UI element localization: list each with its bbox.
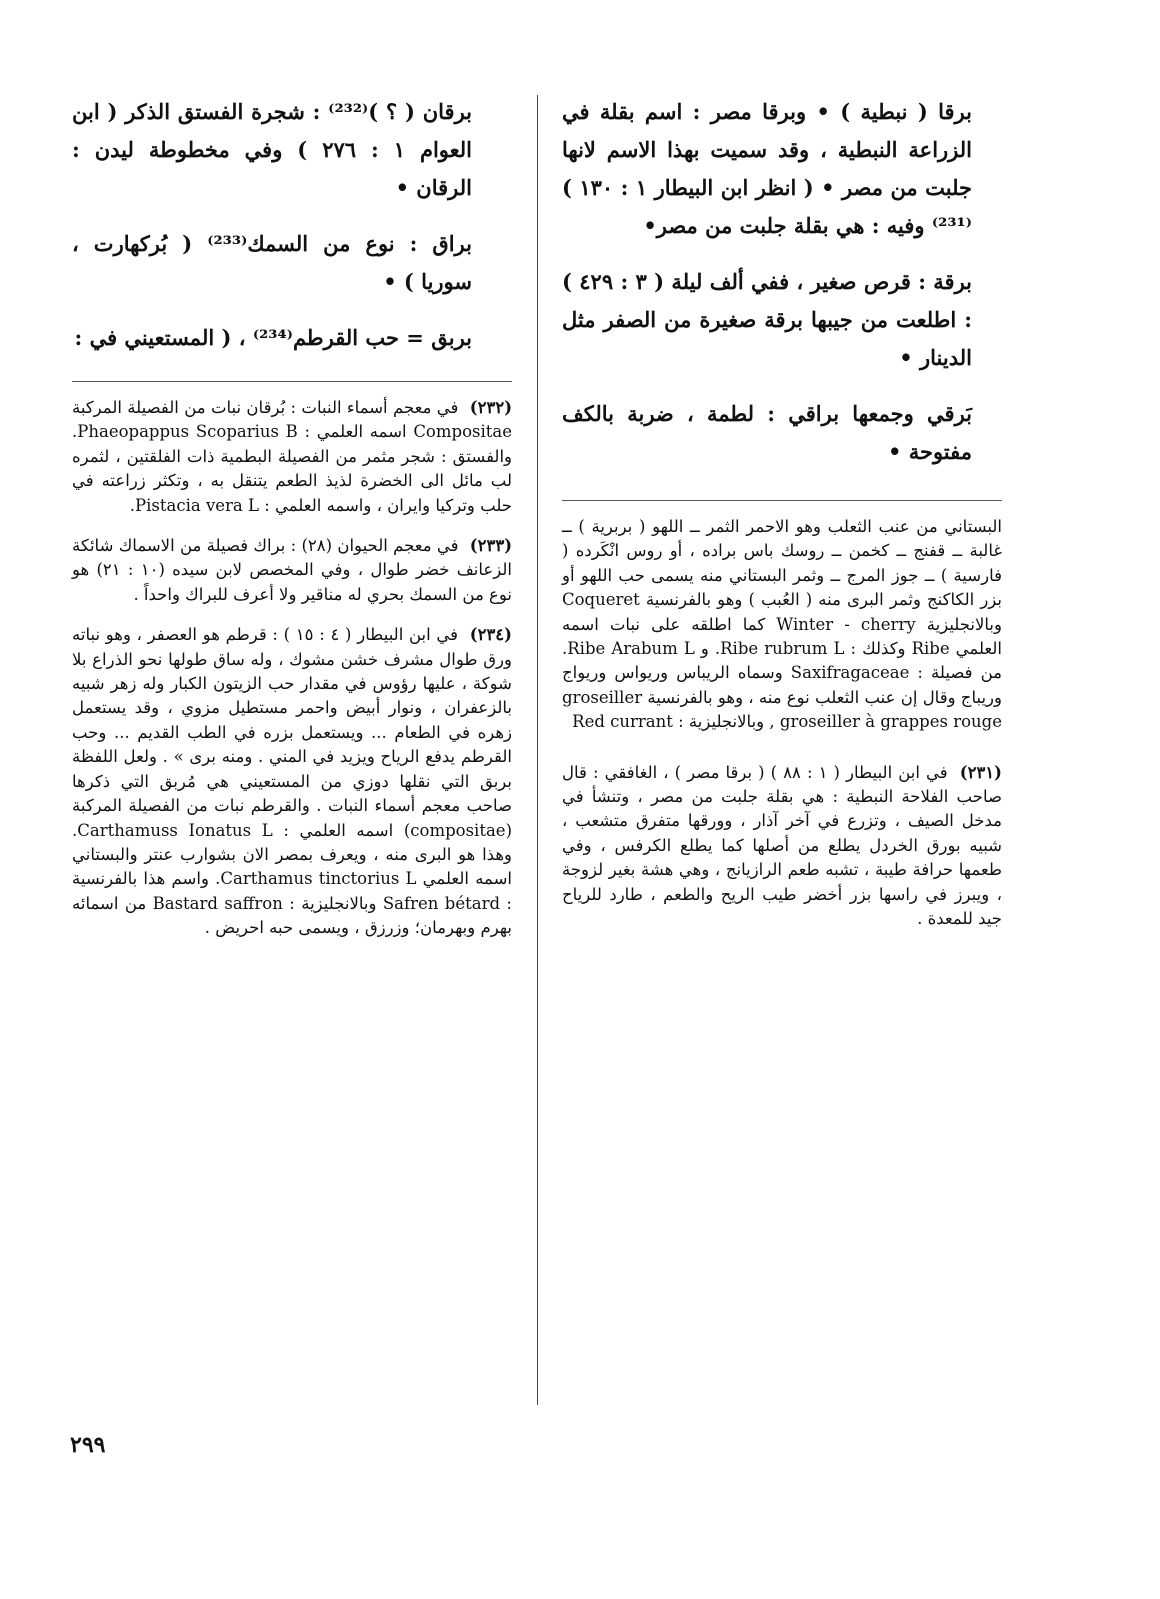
entry-barbaq: بربق = حب القرطم⁽²³⁴⁾ ، ( المستعيني في :	[74, 325, 472, 350]
footnote-continuation: البستاني من عنب الثعلب وهو الاحمر الثمر ــ اللهو ( بربرية ) ــ غالبة ــ قفنج ــ كخمن ــ روسك باس براده ، أو روس انْكَرده ( فارسية ) ــ جوز المرج ــ وثمر البستاني منه يسمى حب اللهو أو بزر الكاكنج وثمر البرى منه ( العُبب ) وهو بالفرنسية Coqueret وبالانجليزية Winter - cherry كما اطلقه على نبات اسمه العلمي Ribe وكذلك : Ribe rubrum L. و Ribe Arabum L. من فصيلة : Saxifragaceae وسماه الريباس وريواس وريواج وريباج وقال إن عنب الثعلب نوع منه ، وهو بالفرنسية groseiller , groseiller à grappes rouge وبالانجليزية : Red currant	[562, 517, 1002, 732]
footnote-233	[72, 534, 512, 607]
footnote-number: (٢٣٣)	[469, 536, 512, 556]
entry-burqan: برقان ( ؟ )⁽²³²⁾ : شجرة الفستق الذكر ( ابن العوام ١ : ٢٧٦ ) وفي مخطوطة ليدن : الرقان •	[72, 99, 472, 200]
entry-barqi: بَرقي وجمعها براقي : لطمة ، ضربة بالكف مفتوحة •	[562, 401, 972, 464]
right-footnote-separator	[562, 500, 1002, 501]
footnote-234	[72, 623, 512, 940]
page-number: ٢٩٩	[70, 1432, 106, 1458]
footnote-text: في ابن البيطار ( ١ : ٨٨ ) ( برقا مصر ) ، الغافقي : قال صاحب الفلاحة النبطية : هي بقلة جلبت من مصر ، وتنشأ في مدخل الصيف ، وتزرع في آخر آذار ، وورقها متفرق متشعب ، شبيه بورق الخردل يطلع من أصلها كما يطلع الكرفس ، وفي طعمها حرافة طيبة ، تشبه طعم الرازيانج ، وهي هشة بغير لزوجة ، ويبرز في راسها بزر أخضر طيب الريح والطعم ، طارد للرياح جيد للمعدة .	[562, 762, 1002, 929]
footnote-232	[72, 396, 512, 518]
footnote-number: (٢٣٤)	[469, 625, 512, 645]
footnote-text: في معجم الحيوان (٢٨) : براك فصيلة من الاسماك شائكة الزعانف خضر طوال ، وفي المخصص لابن سيده (١٠ : ٢١) هو نوع من السمك بحري له مناقير ولا أعرف للبراك واحداً .	[72, 536, 512, 604]
left-column-entries	[72, 93, 472, 375]
entry-burqa-disc: برقة : قرص صغير ، ففي ألف ليلة ( ٣ : ٤٢٩ ) : اطلعت من جيبها برقة صغيرة من الصفر مثل الدينار •	[562, 269, 973, 370]
entry-burqa: برقا ( نبطية ) • وبرقا مصر : اسم بقلة في الزراعة النبطية ، وقد سميت بهذا الاسم لانها جلبت من مصر • ( انظر ابن البيطار ١ : ١٣٠ )⁽²³¹⁾ وفيه : هي بقلة جلبت من مصر•	[562, 99, 973, 238]
footnote-text: في ابن البيطار ( ٤ : ١٥ ) : قرطم هو العصفر ، وهو نباته ورق طوال مشرف خشن مشوك ، وله ساق طولها نحو الذراع بلا شوكة ، عليها رؤوس في مقدار حب الزيتون الكبار وله زهر شبيه بالزعفران ، ونوار أبيض واحمر مستطيل مزوي ، وقد يستعمل زهره في الطعام ... ويستعمل بزره في الطب القديم ... وحب القرطم يدفع الرياح ويزيد في المني . ومنه برى » . ولعل اللفظة بربق التي نقلها دوزي من المستعيني هي مُربق التي ذكرها صاحب معجم أسماء النبات . والقرطم نبات من الفصيلة المركبة (compositae) اسمه العلمي : Carthamuss Ionatus L. وهذا هو البرى منه ، ويعرف بمصر الان بشوارب عنتر والبستاني اسمه العلمي Carthamus tinctorius L. واسم هذا بالفرنسية : Safren bétard وبالانجليزية : Bastard saffron من اسمائه بهرم وبهرمان؛ وزرزق ، ويسمى حبه احريض .	[72, 625, 513, 938]
column-divider	[537, 95, 538, 1405]
right-column-footnotes	[562, 515, 1002, 948]
footnote-231	[562, 761, 1002, 932]
left-footnote-separator	[72, 381, 512, 382]
right-column-entries	[562, 93, 972, 489]
left-column-footnotes	[72, 396, 512, 957]
footnote-number: (٢٣٢)	[469, 398, 512, 417]
footnote-text: في معجم أسماء النبات : بُرقان نبات من الفصيلة المركبة Compositae اسمه العلمي : Phaeopappus Scoparius B. والفستق : شجر مثمر من الفصيلة البطمية ذات الفلقتين ، لثمره لب مائل الى الخضرة لذيذ الطعم يتنقل به ، وتكثر زراعته في حلب وتركيا وايران ، واسمه العلمي : Pistacia vera L.	[72, 398, 512, 515]
entry-barraq: براق : نوع من السمك⁽²³³⁾ ( بُركهارت ، سوريا ) •	[72, 231, 472, 294]
footnote-number: (٢٣١)	[959, 762, 1002, 782]
